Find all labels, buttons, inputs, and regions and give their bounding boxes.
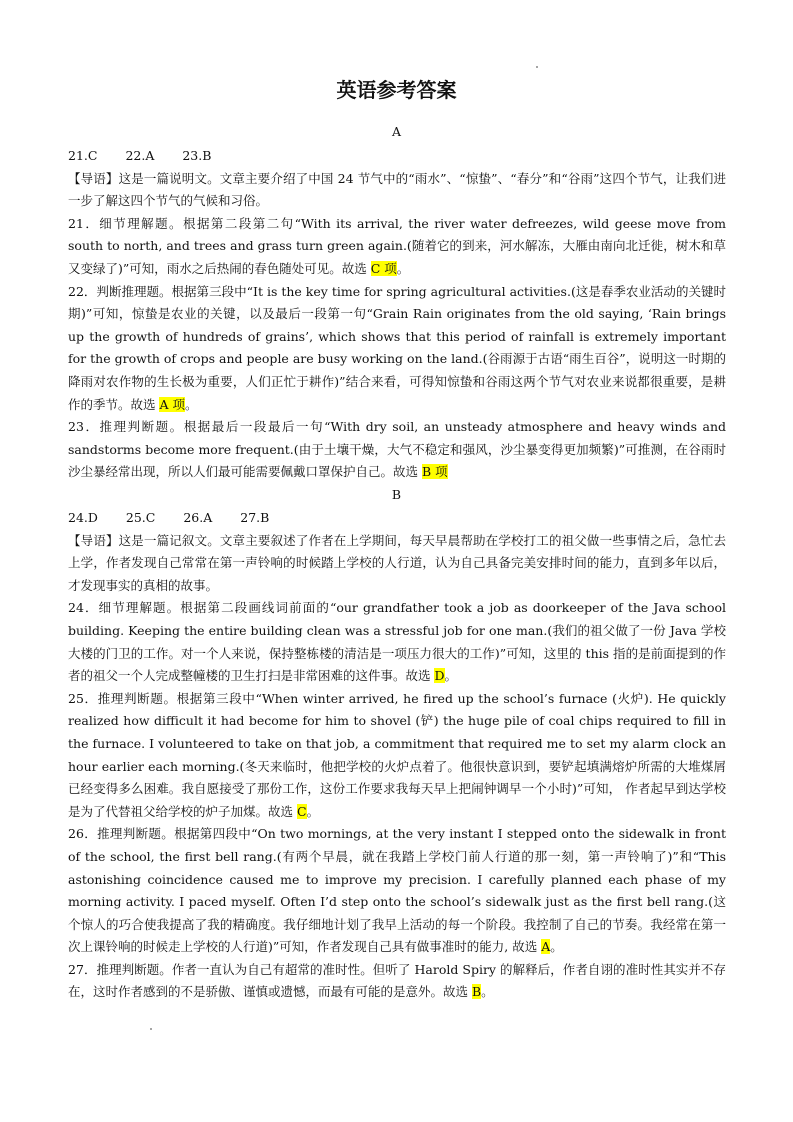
section-a-answers <box>68 145 726 168</box>
highlight-answer: B <box>471 984 482 1000</box>
answer-23: 23.B <box>182 148 212 163</box>
section-b-guide: 【导语】这是一篇记叙文。文章主要叙述了作者在上学期间，每天早晨帮助在学校打工的祖父做一些事情之后，急忙去上学，作者发现自己常常在第一声铃响的时候踏上学校的人行道，认为自己具备完美安排时间的能力，直到多年以后，才发现事实的真相的故事。 <box>68 532 726 593</box>
answer-26: 26.A <box>183 510 213 525</box>
highlight-answer: A 项 <box>159 396 185 412</box>
page-title: 英语参考答案 <box>336 78 457 102</box>
section-b-label: B <box>391 487 402 502</box>
explanation-26: 26．推理判断题。根据第四段中“On two mornings, at the very instant I stepped onto the sidewalk in front of the school, the first bell rang.(有两个早晨，就在我踏上学校门前人行道的那一刻，第一声铃响了)”和“This astonishing coincidence caused me to improve my precision. I carefully planned each phase of my morning activity. I paced myself. Often I’d step onto the school’s sidewalk just as the first bell rang.(这个惊人的巧合使我提高了我的精确度。我仔细地计划了我早上活动的每一个阶段。我控制了自己的节奏。我经常在第一次上课铃响的时候走上学校的人行道)”可知，作者发现自己具有做事准时的能力, 故选 A。 <box>68 826 726 955</box>
scan-dot <box>536 66 538 68</box>
highlight-answer: B 项 <box>421 464 448 480</box>
explanation-24: 24．细节理解题。根据第二段画线词前面的“our grandfather took a job as doorkeeper of the Java school building. Keeping the entire building clean was a stressful job for one man.(我们的祖父做了一份 Java 学校大楼的门卫的工作。对一个人来说，保持整栋楼的清洁是一项压力很大的工作)”可知，这里的 this 指的是前面提到的作者的祖父一个人完成整幢楼的卫生打扫是非常困难的这件事。故选 D。 <box>68 600 726 684</box>
section-b-answers <box>68 507 726 530</box>
highlight-answer: C <box>296 803 307 819</box>
explanation-21: 21．细节理解题。根据第二段第二句“With its arrival, the river water defreezes, wild geese move from south to north, and trees and grass turn green again.(随着它的到来，河水解冻，大雁由南向北迁徙，树木和草又变绿了)”可知，雨水之后热闹的春色随处可见。故选 C 项。 <box>68 215 726 276</box>
answer-24: 24.D <box>68 510 98 525</box>
section-a-body <box>68 145 726 484</box>
explanation-23: 23．推理判断题。根据最后一段最后一句“With dry soil, an unsteady atmosphere and heavy winds and sandstorms become more frequent.(由于土壤干燥，大气不稳定和强风，沙尘暴变得更加频繁)”可推测，在谷雨时沙尘暴经常出现，所以人们最可能需要佩戴口罩保护自己。故选 B 项 <box>68 419 726 480</box>
section-a-label: A <box>391 124 402 139</box>
section-b-body <box>68 507 726 1004</box>
highlight-answer: C 项 <box>370 260 397 276</box>
explanation-22: 22．判断推理题。根据第三段中“It is the key time for spring agricultural activities.(这是春季农业活动的关键时期)”可知，惊蛰是农业的关键，以及最后一段第一句“Grain Rain originates from the old saying, ‘Rain brings up the growth of hundreds of grains’, which shows that this period of rainfall is extremely important for the growth of crops and people are busy working on the land.(谷雨源于古语“雨生百谷”，说明这一时期的降雨对农作物的生长极为重要，人们正忙于耕作)”结合来看，可得知惊蛰和谷雨这两个节气对农业来说都很重要，是耕作的季节。故选 A 项。 <box>68 283 726 412</box>
explanation-27: 27．推理判断题。作者一直认为自己有超常的准时性。但听了 Harold Spiry 的解释后，作者自诩的准时性其实并不存在，这时作者感到的不是骄傲、谨慎或遗憾，而最有可能的是意外。故选 B。 <box>68 961 726 1000</box>
section-a-guide: 【导语】这是一篇说明文。文章主要介绍了中国 24 节气中的“雨水”、“惊蛰”、“春分”和“谷雨”这四个节气，让我们进一步了解这四个节气的气候和习俗。 <box>68 170 726 209</box>
explanation-25: 25．推理判断题。根据第三段中“When winter arrived, he fired up the school’s furnace (火炉). He quickly realized how difficult it had become for him to shovel (铲) the huge pile of coal chips required to fill in the furnace. I volunteered to take on that job, a commitment that required me to set my alarm clock an hour earlier each morning.(冬天来临时，他把学校的火炉点着了。他很快意识到，要铲起填满熔炉所需的大堆煤屑已经变得多么困难。我自愿接受了那份工作，这份工作要求我每天早上把闹钟调早一个小时)”可知， 作者起早到达学校是为了代替祖父给学校的炉子加煤。故选 C。 <box>68 690 726 819</box>
answer-21: 21.C <box>68 148 98 163</box>
scan-dot <box>150 1028 152 1030</box>
answer-25: 25.C <box>125 510 156 525</box>
highlight-answer: A <box>541 939 551 955</box>
answer-27: 27.B <box>240 510 270 525</box>
highlight-answer: D <box>434 668 445 684</box>
answer-22: 22.A <box>125 148 155 163</box>
